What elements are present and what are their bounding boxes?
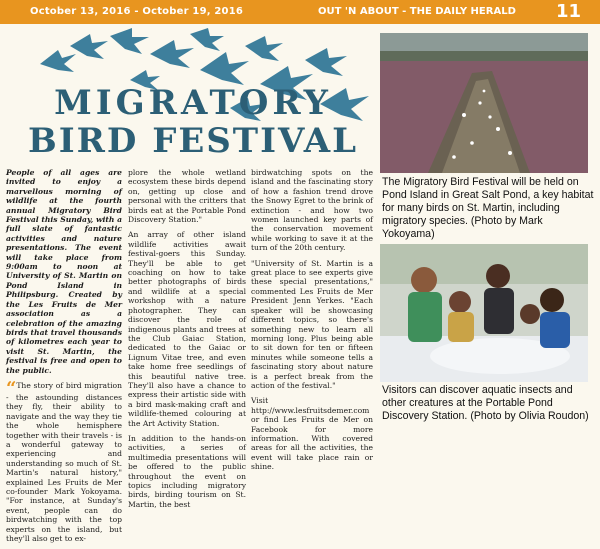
article-paragraph: Visit http://www.lesfruitsdemer.com or find Les Fruits de Mer on Facebook for more information. With covered areas for all the activities, the event will take place rain or shine. <box>251 396 373 472</box>
article-column-1 <box>6 168 122 549</box>
article-paragraph: plore the whole wetland ecosystem these birds depend on, getting up close and personal with the critters that birds eat at the Portable Pond Discovery Station." <box>128 168 246 225</box>
title-line-2: BIRD FESTIVAL <box>27 121 359 161</box>
photo-children-discovery-station <box>380 244 588 382</box>
article-title <box>8 84 378 160</box>
article-paragraph <box>6 377 122 544</box>
issue-dates: October 13, 2016 - October 19, 2016 <box>30 6 244 17</box>
article-intro: People of all ages are invited to enjoy a marvellous morning of wildlife at the fourth annual Migratory Bird Festival this Sunday, with a full slate of fantastic activities and nature presentations. The event will take place from 9:00am to noon at University of St. Martin on Pond Island in Philipsburg. Created by the Les Fruits de Mer association as a celebration of the amazing birds that travel thousands of kilometres each year to visit St. Martin, the festival is free and open to the public. <box>6 168 122 375</box>
title-line-1: MIGRATORY <box>54 83 332 123</box>
page-number: 11 <box>556 1 582 22</box>
quote-mark-icon: “ <box>6 377 17 399</box>
photo1-caption: The Migratory Bird Festival will be held on Pond Island in Great Salt Pond, a key habitat for many birds on St. Martin, including migratory species. (Photo by Mark Yokoyama) <box>382 176 594 240</box>
article-paragraph: An array of other island wildlife activities await festival-goers this Sunday. They'll be able to get coaching on how to take better photographs of birds and wildlife at a special workshop with a nature photographer. They can discover the role of indigenous plants and trees at the Club Gaiac Station, dedicated to the Gaiac or Lignum Vitae tree, and even take home free seedlings of this beautiful native tree. They'll also have a chance to express their artistic side with a bird mask-making craft and wildlife-themed colouring at the Art Activity Station. <box>128 230 246 428</box>
article-column-3 <box>251 168 373 478</box>
article-paragraph-text: The story of bird migration - the astounding distances they fly, their ability to navigate and the way they tie the whole hemisphere together with their travels - is a wonderful gateway to experiencing and understanding so much of St. Martin's natural history," explained Les Fruits de Mer co-founder Mark Yokoyama. "For instance, at Sunday's event, people can do birdwatching with the top experts on the island, but they'll also get to ex- <box>6 380 122 544</box>
page-header-bar <box>0 0 600 24</box>
article-paragraph: "University of St. Martin is a great place to see experts give these special presentations," commented Les Fruits de Mer President Jenn Yerkes. "Each speaker will be showcasing different topics, so there's something new to learn all morning long. Plus being able to sit down for ten or fifteen minutes while someone tells a fascinating story about nature is a perfect break from the action of the festival." <box>251 258 373 390</box>
article-column-2 <box>128 168 246 515</box>
photo2-caption: Visitors can discover aquatic insects and other creatures at the Portable Pond Discovery Station. (Photo by Olivia Roudon) <box>382 384 589 422</box>
article-paragraph: birdwatching spots on the island and the fascinating story of how a fashion trend drove the Snowy Egret to the brink of extinction - and how two women launched key parts of the conservation movement while working to save it at the turn of the 20th century. <box>251 168 373 253</box>
publication-name: OUT 'N ABOUT - THE DAILY HERALD <box>318 6 516 17</box>
article-paragraph: In addition to the hands-on activities, a series of multimedia presentations will be offered to the public throughout the event on topics including migratory birds, birding tourism on St. Martin, the best <box>128 433 246 509</box>
photo-pond-island <box>380 33 588 173</box>
